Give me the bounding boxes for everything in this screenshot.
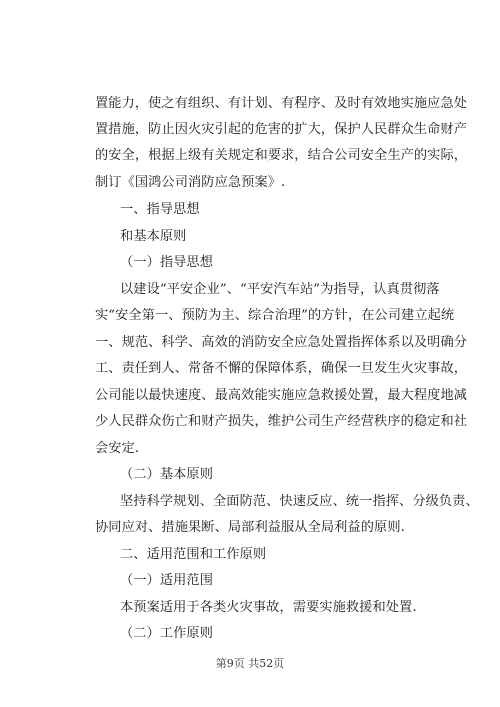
page-number-footer: 第9页 共52页: [215, 657, 285, 670]
section-heading-1-cont: 和基本原则: [120, 229, 187, 244]
body-line-10: 一、规范、科学、高效的消防安全应急处置指挥体系以及明确分: [95, 335, 468, 350]
section-heading-1: 一、指导思想: [120, 202, 200, 217]
subsection-heading-2-2: （二）工作原则: [120, 626, 214, 641]
body-line-4: 制订《国鸿公司消防应急预案》.: [95, 175, 286, 190]
body-line-8: 以建设“平安企业”、“平安汽车站”为指导，认真贯彻落: [120, 282, 440, 297]
body-line-16: 坚持科学规划、全面防范、快速反应、统一指挥、分级负责、: [120, 494, 479, 509]
body-line-3: 的安全，根据上级有关规定和要求，结合公司安全生产的实际，: [95, 148, 468, 163]
body-line-12: 公司能以最快速度、最高效能实施应急救援处置，最大程度地减: [95, 388, 468, 403]
subsection-heading-1-1: （一）指导思想: [120, 255, 214, 270]
body-line-17: 协同应对、措施果断、局部利益服从全局利益的原则.: [95, 520, 405, 535]
body-line-11: 工、责任到人、常备不懈的保障体系，确保一旦发生火灾事故，: [95, 361, 468, 376]
body-line-20: 本预案适用于各类火灾事故，需要实施救援和处置.: [120, 600, 417, 615]
subsection-heading-2-1: （一）适用范围: [120, 573, 214, 588]
body-line-13: 少人民群众伤亡和财产损失，维护公司生产经营秩序的稳定和社: [95, 414, 468, 429]
subsection-heading-1-2: （二）基本原则: [120, 467, 214, 482]
body-line-2: 置措施，防止因火灾引起的危害的扩大，保护人民群众生命财产: [95, 122, 468, 137]
body-line-14: 会安定.: [95, 441, 140, 456]
section-heading-2: 二、适用范围和工作原则: [120, 547, 267, 562]
body-line-9: 实“安全第一、预防为主、综合治理”的方针，在公司建立起统: [95, 308, 455, 323]
body-line-1: 置能力，使之有组织、有计划、有程序、及时有效地实施应急处: [95, 96, 468, 111]
